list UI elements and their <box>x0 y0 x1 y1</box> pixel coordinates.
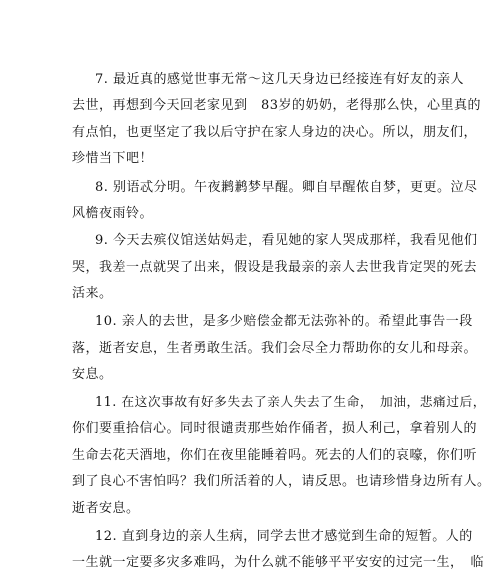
text-line: 有点怕，也更坚定了我以后守护在家人身边的决心。所以，朋友们， <box>72 125 478 140</box>
text-line: 12. 直到身边的亲人生病，同学去世才感觉到生命的短暂。人的 <box>95 529 473 544</box>
text-line: 哭，我差一点就哭了出来，假设是我最亲的亲人去世我肯定哭的死去 <box>72 260 478 275</box>
text-line: 7. 最近真的感觉世事无常～这几天身边已经接连有好友的亲人 <box>95 72 465 87</box>
text-line: 11. 在这次事故有好多失去了亲人失去了生命， 加油，悲痛过后， <box>95 395 486 410</box>
text-line: 9. 今天去殡仪馆送姑妈走，看见她的家人哭成那样，我看见他们 <box>95 233 478 248</box>
text-line: 一生就一定要多灾多难吗，为什么就不能够平平安安的过完一生， 临 <box>72 555 485 570</box>
text-line: 生命去花天酒地，你们在夜里能睡着吗。死去的人们的哀嚎，你们听 <box>72 448 478 463</box>
text-line: 10. 亲人的去世，是多少赔偿金都无法弥补的。希望此事告一段 <box>95 314 473 329</box>
text-line: 到了良心不害怕吗？我们所活着的人，请反思。也请珍惜身边所有人。 <box>72 474 491 489</box>
text-line: 安息。 <box>72 367 113 382</box>
text-line: 逝者安息。 <box>72 501 140 516</box>
text-line: 珍惜当下吧！ <box>72 151 154 166</box>
text-line: 你们要重拾信心。同时很谴责那些始作俑者，损人利己，拿着别人的 <box>72 421 478 436</box>
text-line: 风檐夜雨铃。 <box>72 206 154 221</box>
text-line: 8. 别语忒分明。午夜鹣鹣梦早醒。卿自早醒侬自梦，更更。泣尽 <box>95 180 478 195</box>
text-line: 落，逝者安息，生者勇敢生活。我们会尽全力帮助你的女儿和母亲。 <box>72 341 478 356</box>
text-line: 活来。 <box>72 286 113 301</box>
text-line: 去世，再想到今天回老家见到 83岁的奶奶，老得那么快，心里真的 <box>72 98 482 113</box>
